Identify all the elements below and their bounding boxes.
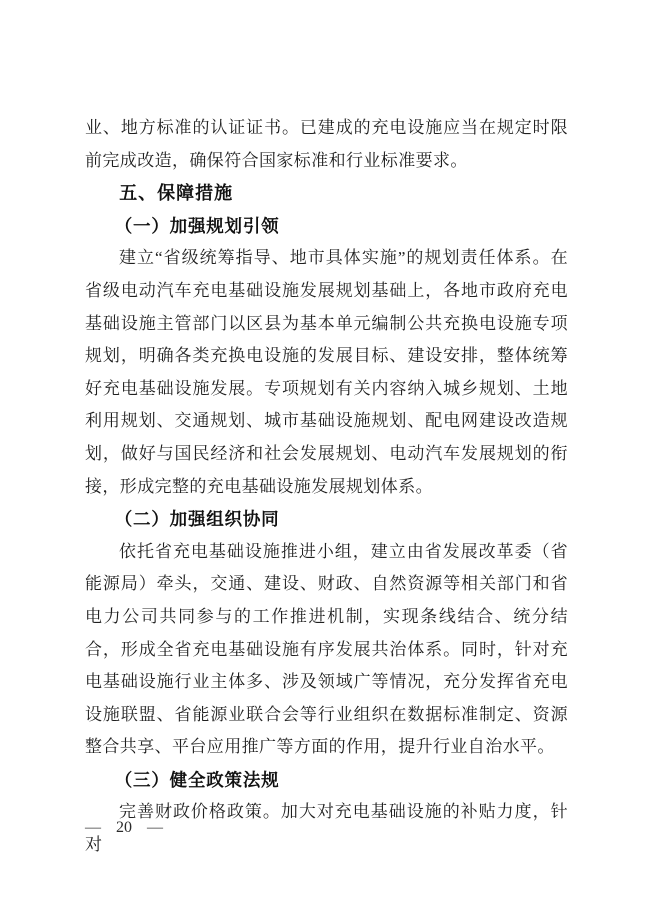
paragraph: 依托省充电基础设施推进小组，建立由省发展改革委（省能源局）牵头，交通、建设、财政、自然资源等相关部门和省电力公司共同参与的工作推进机制，实现条线结合、统分结合，形成全省充电基础设施有序发展共治体系。同时，针对充电基础设施行业主体多、涉及领域广等情况，充分发挥省充电设施联盟、省能源业联合会等行业组织在数据标准制定、资源整合共享、平台应用推广等方面的作用，提升行业自治水平。: [85, 541, 568, 757]
section-heading-5: 五、保障措施: [119, 183, 234, 204]
subsection-heading-1: （一）加强规划引领: [114, 215, 280, 236]
subsection-heading-3: （三）健全政策法规: [114, 769, 280, 790]
page-number: [85, 819, 163, 837]
paragraph: 建立“省级统筹指导、地市具体实施”的规划责任体系。在省级电动汽车充电基础设施发展规划基础上，各地市政府充电基础设施主管部门以区县为基本单元编制公共充换电设施专项规划，明确各类充换电设施的发展目标、建设安排，整体统筹好充电基础设施发展。专项规划有关内容纳入城乡规划、土地利用规划、交通规划、城市基础设施规划、配电网建设改造规划，做好与国民经济和社会发展规划、电动汽车发展规划的衔接，形成完整的充电基础设施发展规划体系。: [85, 248, 568, 496]
paragraph-continued: 业、地方标准的认证证书。已建成的充电设施应当在规定时限前完成改造，确保符合国家标准和行业标准要求。: [85, 118, 568, 170]
page-number-dash-left: —: [85, 819, 101, 836]
page-number-value: 20: [116, 819, 132, 836]
subsection-heading-2: （二）加强组织协同: [114, 509, 280, 530]
paragraph: 完善财政价格政策。加大对充电基础设施的补贴力度，针对: [85, 802, 568, 855]
page-number-dash-right: —: [147, 819, 163, 836]
